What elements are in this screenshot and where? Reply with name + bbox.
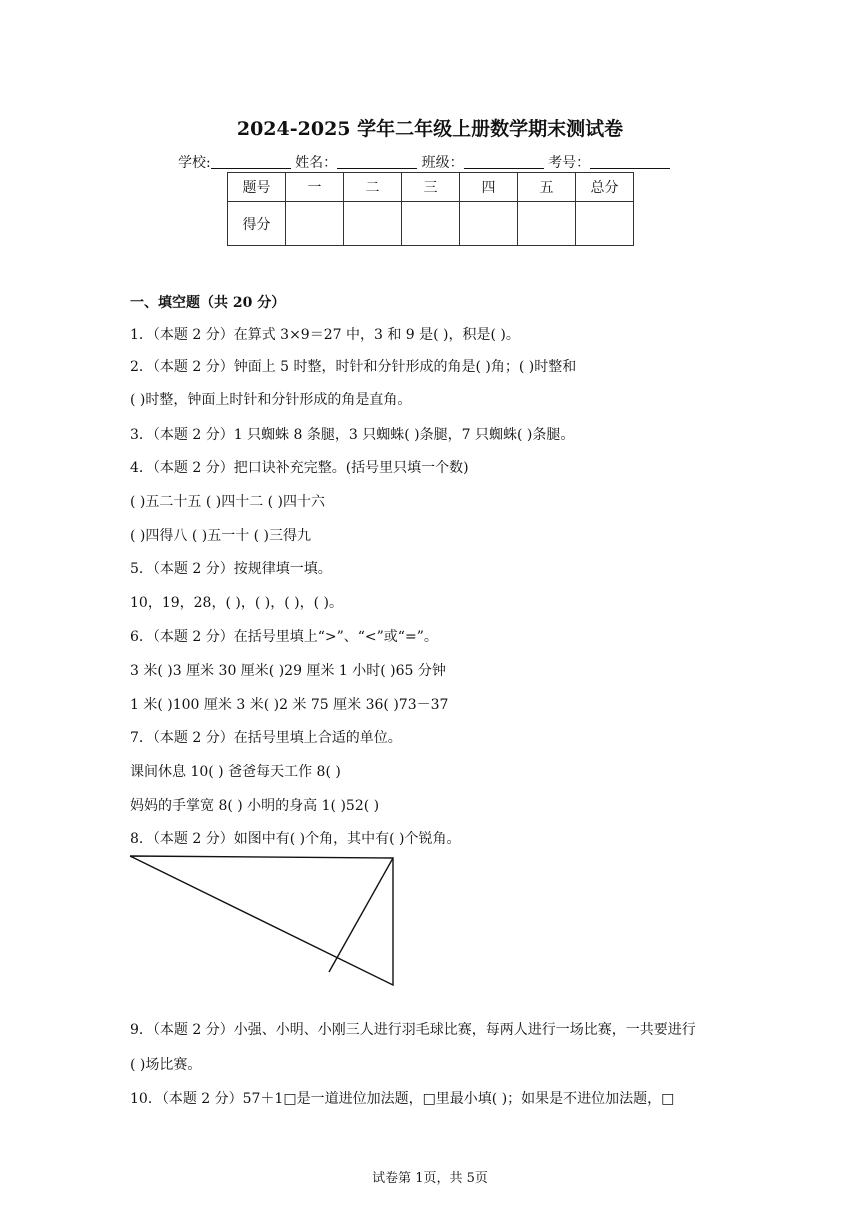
question-line: 2．（本题 2 分）钟面上 5 时整，时针和分针形成的角是( )角；( )时整和 [130,359,577,375]
score-table [227,172,634,246]
question-line: 妈妈的手掌宽 8( ) 小明的身高 1( )52( ) [130,798,380,814]
score-table-header-cell: 二 [344,173,402,202]
triangle-outline [130,856,393,985]
score-cell[interactable] [576,202,634,246]
question-line: 10，19，28，( )，( )，( )，( )。 [130,595,343,611]
name-label: 姓名： [295,155,338,171]
question-line: 4．（本题 2 分）把口诀补充完整。(括号里只填一个数) [130,460,469,476]
section-heading: 一、填空题（共 20 分） [130,295,286,311]
triangle-figure [126,852,398,988]
score-cell[interactable] [286,202,344,246]
question-line: ( )四得八 ( )五一十 ( )三得九 [130,528,312,544]
question-line: 10．（本题 2 分）57＋1□是一道进位加法题，□里最小填( )；如果是不进位加法题，□ [130,1091,675,1107]
question-line: 1．（本题 2 分）在算式 3×9＝27 中，3 和 9 是( )，积是( )。 [130,327,520,343]
page-footer: 试卷第 1页，共 5页 [372,1171,488,1186]
score-table-score-row [228,202,634,246]
score-table-header-cell: 三 [402,173,460,202]
class-blank[interactable] [464,154,544,169]
student-info-line [178,152,670,172]
question-line: 课间休息 10( ) 爸爸每天工作 8( ) [130,764,341,780]
question-line: 1 米( )100 厘米 3 米( )2 米 75 厘米 36( )73－37 [130,697,449,713]
score-cell[interactable] [344,202,402,246]
school-blank[interactable] [211,154,291,169]
question-line: ( )五二十五 ( )四十二 ( )四十六 [130,494,326,510]
score-cell[interactable] [402,202,460,246]
score-table-header-cell: 一 [286,173,344,202]
question-line: 3．（本题 2 分）1 只蜘蛛 8 条腿，3 只蜘蛛( )条腿，7 只蜘蛛( )条腿。 [130,427,575,443]
question-line: 8．（本题 2 分）如图中有( )个角，其中有( )个锐角。 [130,831,461,847]
class-label: 班级： [421,155,464,171]
question-line: 7．（本题 2 分）在括号里填上合适的单位。 [130,730,402,746]
score-table-header-cell: 四 [460,173,518,202]
score-table-header-cell: 题号 [228,173,286,202]
question-line: 3 米( )3 厘米 30 厘米( )29 厘米 1 小时( )65 分钟 [130,663,446,679]
score-table-header-cell: 五 [518,173,576,202]
score-row-label: 得分 [228,202,286,246]
score-table-header-cell: 总分 [576,173,634,202]
triangle-inner-segment [329,858,393,972]
question-line: 6．（本题 2 分）在括号里填上“>”、“<”或“=”。 [130,629,438,645]
question-line: ( )时整，钟面上时针和分针形成的角是直角。 [130,392,412,408]
score-cell[interactable] [460,202,518,246]
exam-no-label: 考号： [548,155,591,171]
name-blank[interactable] [337,154,417,169]
exam-no-blank[interactable] [590,154,670,169]
school-label: 学校: [178,155,211,171]
score-table-header-row [228,173,634,202]
question-line: 5．（本题 2 分）按规律填一填。 [130,561,332,577]
question-line: ( )场比赛。 [130,1057,202,1073]
question-line: 9．（本题 2 分）小强、小明、小刚三人进行羽毛球比赛，每两人进行一场比赛，一共要进行 [130,1022,696,1038]
score-cell[interactable] [518,202,576,246]
page-title: 2024-2025 学年二年级上册数学期末测试卷 [236,118,624,140]
